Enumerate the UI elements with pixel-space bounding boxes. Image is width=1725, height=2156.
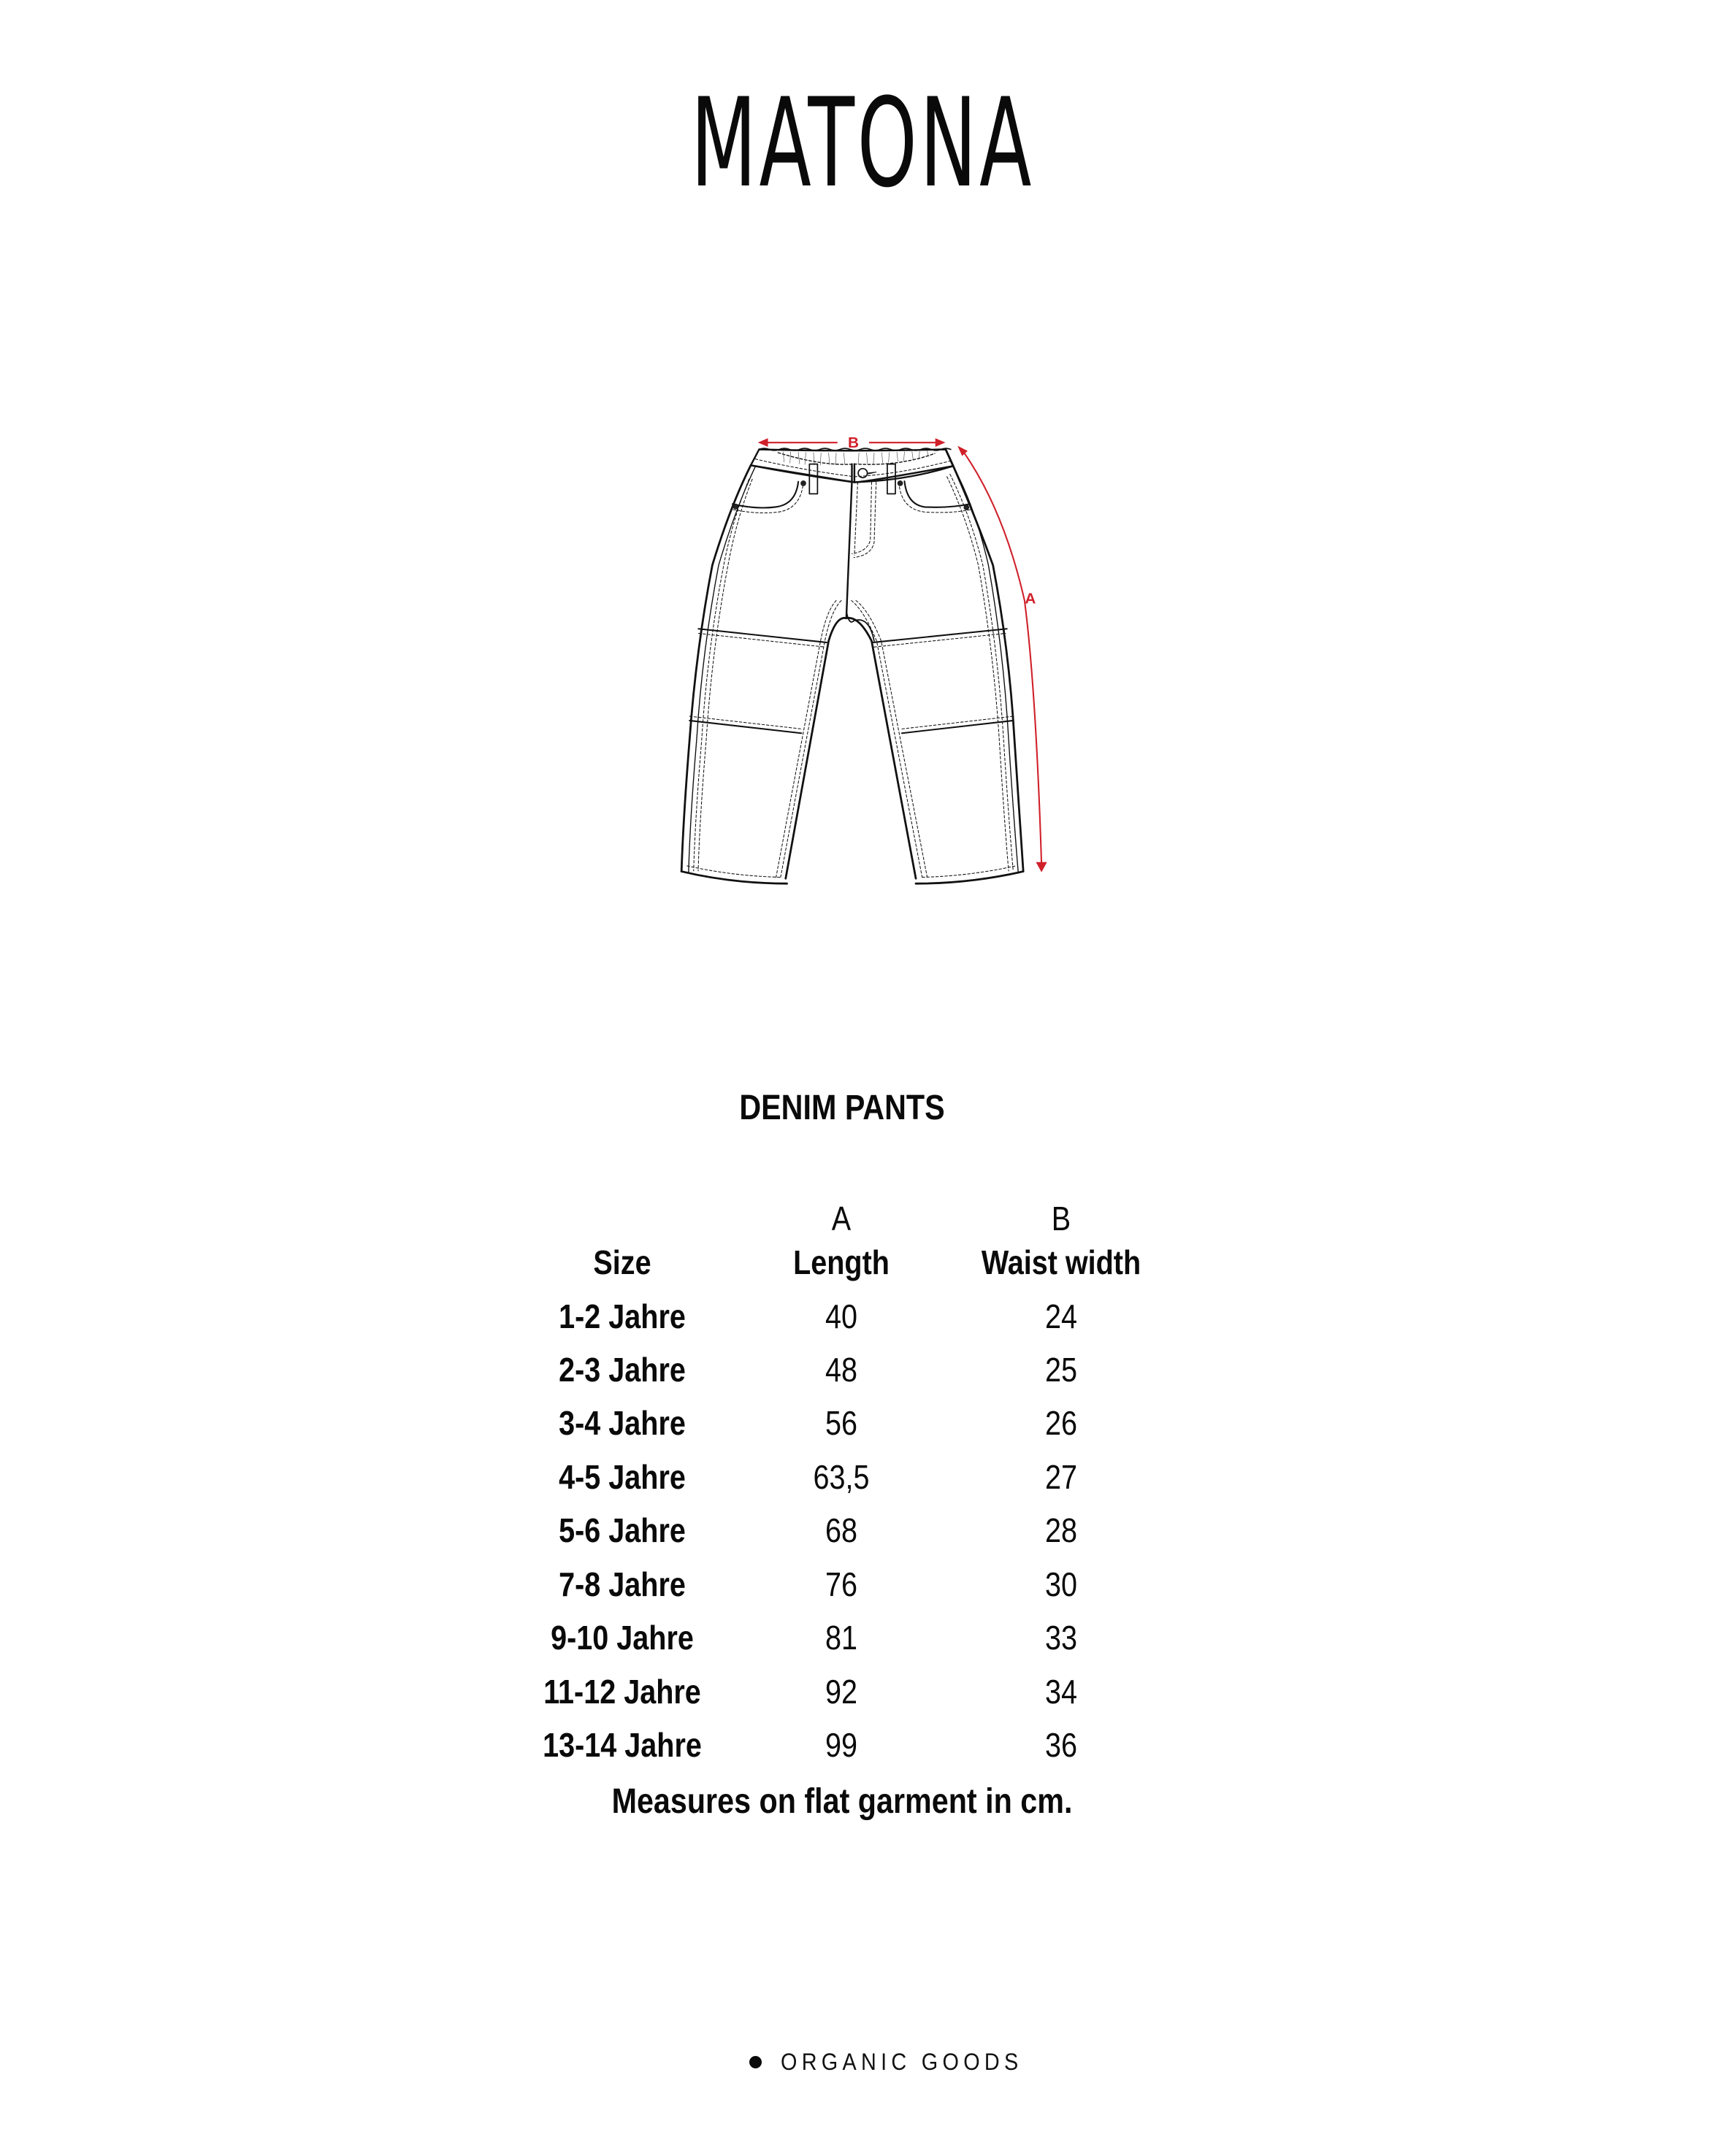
pants-illustration	[672, 423, 1066, 1008]
size-cell: 2-3 Jahre	[559, 1351, 686, 1389]
waist-column-header: Waist width	[981, 1243, 1141, 1281]
length-cell: 56	[825, 1404, 857, 1442]
length-cell: 76	[825, 1565, 857, 1603]
measurement-note: Measures on flat garment in cm.	[611, 1782, 1073, 1821]
waist-cell: 33	[1044, 1619, 1077, 1657]
waist-cell: 27	[1044, 1458, 1077, 1496]
pants-flat-drawing-icon	[672, 423, 1066, 1008]
size-cell: 9-10 Jahre	[551, 1619, 694, 1657]
size-cell: 1-2 Jahre	[559, 1297, 686, 1335]
size-cell: 7-8 Jahre	[559, 1565, 686, 1603]
waist-cell: 30	[1044, 1565, 1077, 1603]
size-cell: 11-12 Jahre	[543, 1673, 701, 1711]
length-cell: 63,5	[813, 1458, 870, 1496]
waist-cell: 28	[1044, 1511, 1077, 1549]
length-column-letter: A	[831, 1200, 852, 1238]
length-cell: 68	[825, 1511, 857, 1549]
length-measure-label: A	[1025, 590, 1036, 607]
size-cell: 4-5 Jahre	[559, 1458, 686, 1496]
brand-logo: MATONA	[690, 72, 1035, 215]
length-cell: 40	[825, 1297, 857, 1335]
waist-cell: 25	[1044, 1351, 1077, 1389]
size-cell: 5-6 Jahre	[559, 1511, 686, 1549]
waist-measure-label: B	[848, 434, 860, 452]
size-cell: 3-4 Jahre	[559, 1404, 686, 1442]
length-column-header: Length	[793, 1243, 890, 1281]
length-cell: 48	[825, 1351, 857, 1389]
length-cell: 92	[825, 1673, 857, 1711]
waist-cell: 34	[1044, 1673, 1077, 1711]
waist-cell: 36	[1044, 1726, 1077, 1764]
length-cell: 81	[825, 1619, 857, 1657]
tagline-text: ORGANIC GOODS	[781, 2049, 1023, 2075]
size-cell: 13-14 Jahre	[543, 1726, 702, 1764]
length-cell: 99	[825, 1726, 857, 1764]
waist-column-letter: B	[1051, 1200, 1071, 1238]
waist-cell: 26	[1044, 1404, 1077, 1442]
waist-cell: 24	[1044, 1297, 1077, 1335]
product-title: DENIM PANTS	[739, 1089, 945, 1127]
size-column-header: Size	[593, 1243, 651, 1281]
bullet-dot-icon	[749, 2056, 762, 2068]
footer-tagline	[749, 2047, 1049, 2076]
